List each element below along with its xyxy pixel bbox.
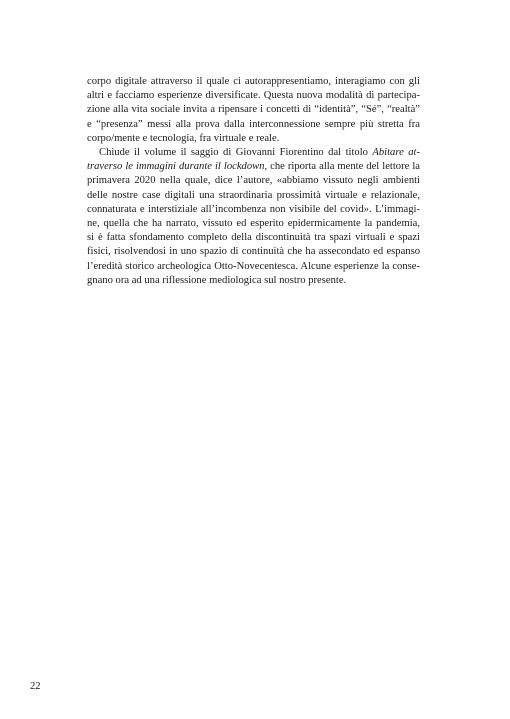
book-title-italic: traverso le immagini durante il lockdown	[87, 161, 265, 173]
body-text	[87, 75, 420, 288]
page-number: 22	[30, 681, 41, 692]
text-line: corpo digitale attraverso il quale ci autorappresentiamo, interagiamo con gli	[87, 76, 420, 87]
text-run: , che riporta alla mente del lettore la	[264, 161, 420, 173]
text-line: zione alla vita sociale invita a ripensare i concetti di “identità”, “Sé”, “realtà”	[87, 104, 420, 116]
text-line: e “presenza” messi alla prova dalla interconnessione sempre più stretta fra	[87, 118, 420, 130]
text-line: primavera 2020 nella quale, dice l’autore, «abbiamo vissuto negli ambienti	[87, 175, 420, 187]
text-run: Chiude il volume il saggio di Giovanni Fiorentino dal titolo	[99, 147, 373, 159]
text-line: gnano ora ad una riflessione mediologica sul nostro presente.	[87, 274, 347, 286]
text-line: corpo/mente e tecnologia, fra virtuale e reale.	[87, 132, 280, 144]
text-line: si è fatta sfondamento completo della discontinuità tra spazi virtuali e spazi	[87, 232, 420, 244]
text-line	[87, 160, 420, 174]
text-line	[87, 146, 420, 160]
book-title-italic: Abitare at-	[372, 147, 420, 159]
text-line: fisici, risolvendosi in uno spazio di continuità che ha assecondato ed espanso	[87, 246, 420, 258]
text-line: delle nostre case digitali una straordinaria prossimità virtuale e relazionale,	[87, 189, 420, 201]
text-line: l’eredità storico archeologica Otto-Novecentesca. Alcune esperienze la conse-	[87, 260, 420, 272]
text-line: altri e facciamo esperienze diversificate. Questa nuova modalità di partecipa-	[87, 90, 420, 102]
text-line: ne, quella che ha narrato, vissuto ed esperito epidermicamente la pandemia,	[87, 218, 420, 230]
text-line: connaturata e interstiziale all’incombenza non visibile del covid». L’immagi-	[87, 203, 420, 215]
